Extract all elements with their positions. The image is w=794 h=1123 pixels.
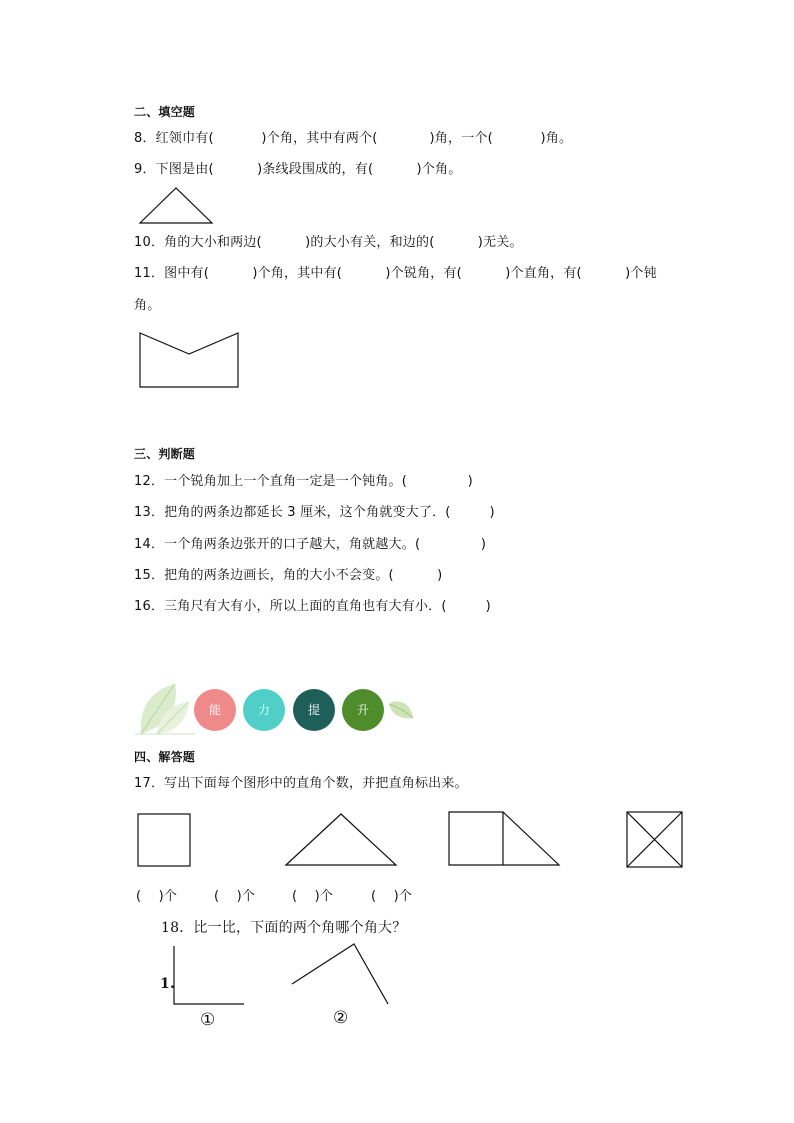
answer-count-3: ( )个 (292, 889, 334, 904)
answer-count-2: ( )个 (214, 889, 256, 904)
notched-shape-figure (138, 330, 242, 390)
leaf-right-icon (387, 698, 415, 722)
banner-circle-2: 力 (243, 689, 285, 731)
answer-count-1: ( )个 (136, 889, 178, 904)
question-14: 14．一个角两条边张开的口子越大，角就越大。( ) (134, 537, 487, 552)
question-16: 16．三角尺有大有小，所以上面的直角也有大有小．( ) (134, 599, 491, 614)
square-figure (136, 812, 192, 868)
banner-circle-1: 能 (194, 689, 236, 731)
angle-1-prefix: 1. (160, 976, 176, 992)
question-12: 12．一个锐角加上一个直角一定是一个钝角。( ) (134, 474, 473, 489)
question-11-line-2: 角。 (134, 298, 161, 313)
question-10: 10．角的大小和两边( )的大小有关，和边的( )无关。 (134, 235, 523, 250)
banner-circle-4: 升 (342, 689, 384, 731)
triangle-figure (138, 186, 214, 226)
ability-banner (135, 680, 420, 736)
question-8: 8．红领巾有( )个角，其中有两个( )角，一个( )角。 (134, 131, 573, 146)
leaf-left-icon (135, 680, 195, 736)
right-angle-figure (170, 944, 248, 1008)
question-17: 17．写出下面每个图形中的直角个数，并把直角标出来。 (134, 776, 468, 791)
question-15: 15．把角的两条边画长，角的大小不会变。( ) (134, 568, 443, 583)
angle-2-label: ② (333, 1008, 349, 1028)
square-with-triangle-figure (447, 810, 561, 868)
section-heading-fill-blank: 二、填空题 (134, 105, 196, 119)
question-18: 18．比一比，下面的两个角哪个角大？ (161, 920, 407, 936)
angle-1-label: ① (200, 1010, 216, 1030)
banner-circle-3: 提 (293, 689, 335, 731)
question-9: 9．下图是由( )条线段围成的，有( )个角。 (134, 162, 462, 177)
section-heading-true-false: 三、判断题 (134, 447, 196, 461)
square-with-diagonals-figure (625, 810, 685, 870)
answer-count-4: ( )个 (371, 889, 413, 904)
acute-angle-figure (290, 942, 392, 1006)
isosceles-triangle-figure (284, 812, 398, 868)
question-11-line-1: 11．图中有( )个角，其中有( )个锐角，有( )个直角，有( )个钝 (134, 266, 657, 281)
question-13: 13．把角的两条边都延长 3 厘米，这个角就变大了．( ) (134, 505, 495, 520)
section-heading-answer: 四、解答题 (134, 750, 196, 764)
